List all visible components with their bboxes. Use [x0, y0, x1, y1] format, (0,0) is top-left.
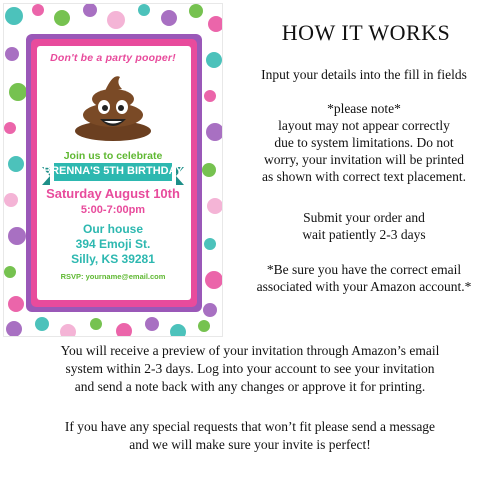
invite-location: Our house: [82, 222, 143, 236]
invitation-card: [4, 4, 222, 336]
how-it-works-title: HOW IT WORKS: [281, 20, 451, 45]
invite-address-line2: Silly, KS 39281: [71, 252, 155, 266]
poop-emoji-icon: [72, 71, 154, 141]
special-request-line: If you have any special requests that won’t fit please send a message: [64, 419, 436, 434]
submit-line: wait patiently 2-3 days: [302, 227, 426, 242]
invite-tagline: Don't be a party pooper!: [50, 52, 176, 64]
note-line: worry, your invitation will be printed: [263, 152, 465, 167]
note-line: due to system limitations. Do not: [274, 135, 454, 150]
note-heading: *please note*: [327, 101, 401, 116]
invite-address-line1: 394 Emoji St.: [75, 237, 151, 251]
preview-line: and send a note back with any changes or approve it for printing.: [74, 379, 426, 394]
submit-line: Submit your order and: [303, 210, 425, 225]
preview-line: You will receive a preview of your invitation through Amazon’s email: [60, 343, 440, 358]
invite-rsvp: RSVP: yourname@email.com: [60, 272, 166, 281]
email-line: associated with your Amazon account.*: [256, 279, 472, 294]
invite-time: 5:00-7:00pm: [80, 204, 146, 216]
special-request-line: and we will make sure your invite is perfect!: [129, 437, 371, 452]
invite-date: Saturday August 10th: [46, 186, 180, 201]
note-line: as shown with correct text placement.: [262, 169, 466, 184]
email-line: *Be sure you have the correct email: [266, 262, 462, 277]
note-line: layout may not appear correctly: [278, 118, 450, 133]
invite-join-text: Join us to celebrate: [63, 150, 163, 162]
invite-birthday-name: BRENNA'S 5TH BIRTHDAY: [43, 165, 183, 177]
step-input-details: Input your details into the fill in fields: [261, 67, 467, 82]
preview-line: system within 2-3 days. Log into your account to see your invitation: [65, 361, 435, 376]
